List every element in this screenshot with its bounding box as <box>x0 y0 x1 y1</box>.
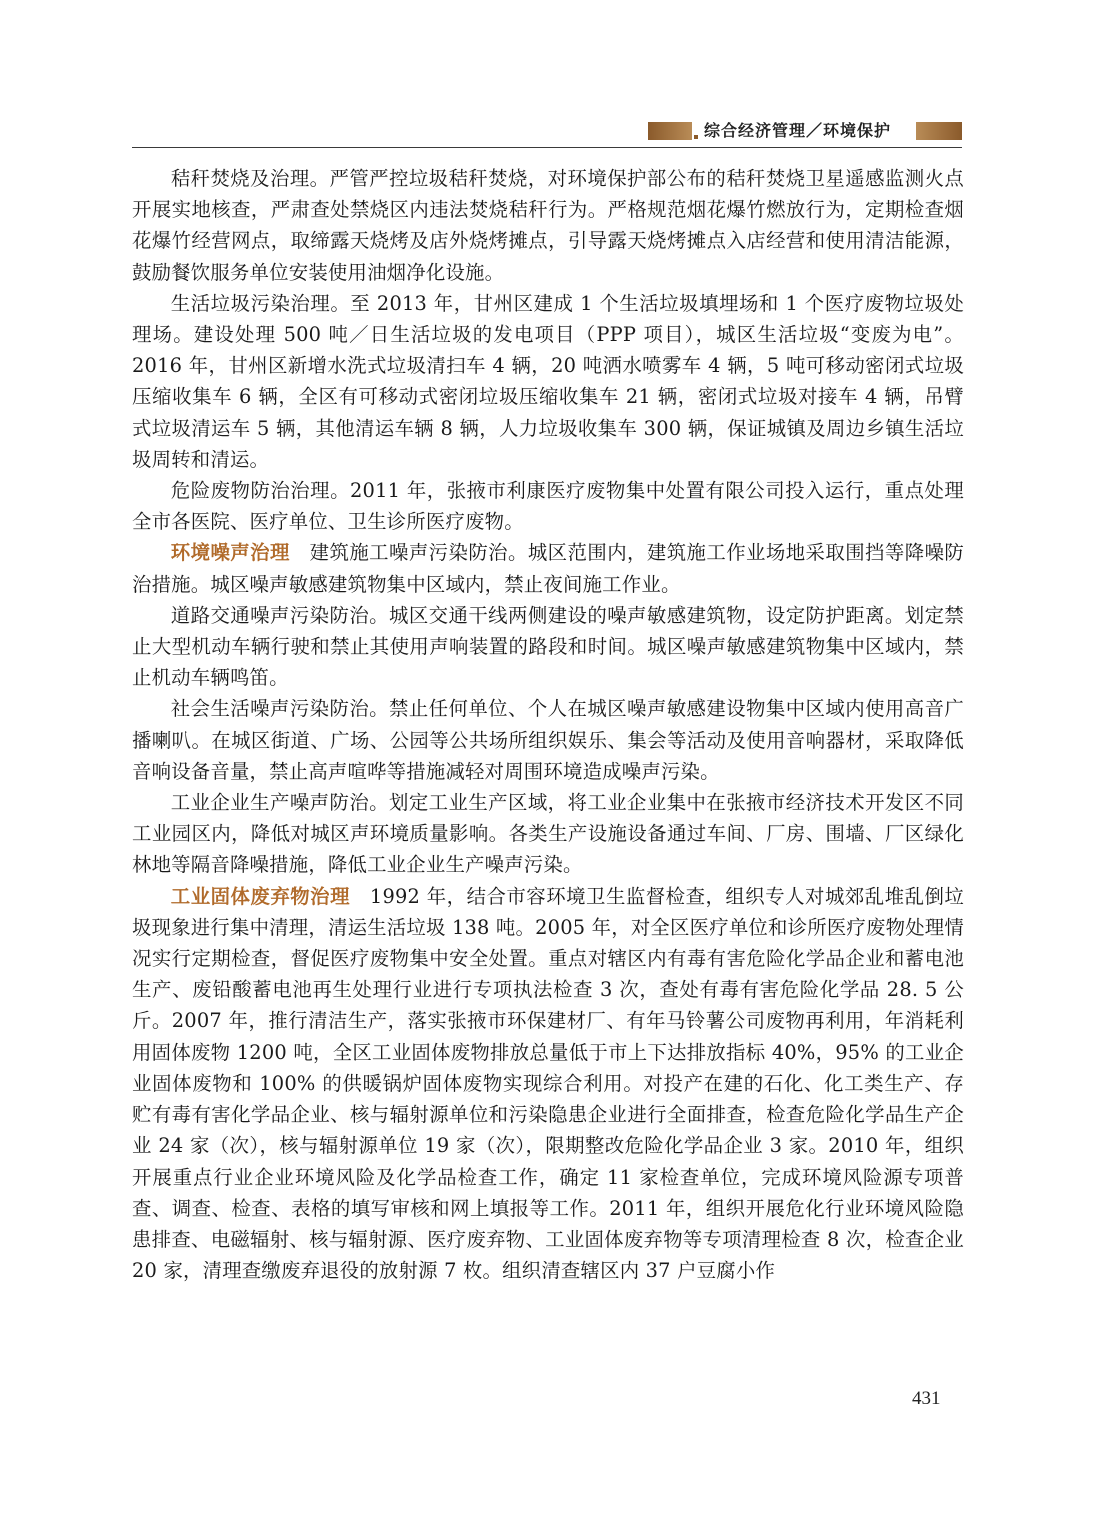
paragraph-text: 危险废物防治治理。2011 年，张掖市利康医疗废物集中处置有限公司投入运行，重点处理全市各医院、医疗单位、卫生诊所医疗废物。 <box>132 479 964 534</box>
running-header <box>132 118 962 148</box>
paragraph-text: 工业企业生产噪声防治。划定工业生产区域，将工业企业集中在张掖市经济技术开发区不同工业园区内，降低对城区声环境质量影响。各类生产设施设备通过车间、厂房、围墙、厂区绿化林地等隔音降噪措施，降低工业企业生产噪声污染。 <box>132 791 964 877</box>
paragraph <box>132 288 964 475</box>
paragraph-text: 生活垃圾污染治理。至 2013 年，甘州区建成 1 个生活垃圾填埋场和 1 个医疗废物垃圾处理场。建设处理 500 吨／日生活垃圾的发电项目（PPP 项目），城区生活垃圾“变废为电”。2016 年，甘州区新增水洗式垃圾清扫车 4 辆，20 吨洒水喷雾车 4 辆，5 吨可移动密闭式垃圾压缩收集车 6 辆，全区有可移动式密闭垃圾压缩收集车 21 辆，密闭式垃圾对接车 4 辆，吊臂式垃圾清运车 5 辆，其他清运车辆 8 辆，人力垃圾收集车 300 辆，保证城镇及周边乡镇生活垃圾周转和清运。 <box>132 291 964 471</box>
header-decor-bar-right <box>916 122 962 140</box>
paragraph <box>132 163 964 288</box>
body-text <box>132 163 964 1286</box>
paragraph <box>132 537 964 599</box>
paragraph <box>132 693 964 787</box>
section-title: 综合经济管理／环境保护 <box>704 121 892 140</box>
paragraph <box>132 787 964 881</box>
header-decor-bar-left <box>648 122 692 140</box>
page-number: 431 <box>912 1388 941 1409</box>
paragraph <box>132 600 964 694</box>
section-heading-noise: 环境噪声治理 <box>170 541 290 565</box>
paragraph-text: 1992 年，结合市容环境卫生监督检查，组织专人对城郊乱堆乱倒垃圾现象进行集中清理，清运生活垃圾 138 吨。2005 年，对全区医疗单位和诊所医疗废物处理情况实行定期检查，督促医疗废物集中安全处置。重点对辖区内有毒有害危险化学品企业和蓄电池生产、废铅酸蓄电池再生处理行业进行专项执法检查 3 次，查处有毒有害危险化学品 28. 5 公斤。2007 年，推行清洁生产，落实张掖市环保建材厂、有年马铃薯公司废物再利用，年消耗利用固体废物 1200 吨，全区工业固体废物排放总量低于市上下达排放指标 40%，95% 的工业企业固体废物和 100% 的供暖锅炉固体废物实现综合利用。对投产在建的石化、化工类生产、存贮有毒有害化学品企业、核与辐射源单位和污染隐患企业进行全面排查，检查危险化学品生产企业 24 家（次），核与辐射源单位 19 家（次），限期整改危险化学品企业 3 家。2010 年，组织开展重点行业企业环境风险及化学品检查工作，确定 11 家检查单位，完成环境风险源专项普查、调查、检查、表格的填写审核和网上填报等工作。2011 年，组织开展危化行业环境风险隐患排查、电磁辐射、核与辐射源、医疗废弃物、工业固体废弃物等专项清理检查 8 次，检查企业 20 家，清理查缴废弃退役的放射源 7 枚。组织清查辖区内 37 户豆腐小作 <box>132 884 964 1283</box>
paragraph-text: 建筑施工噪声污染防治。城区范围内，建筑施工作业场地采取围挡等降噪防治措施。城区噪声敏感建筑物集中区域内，禁止夜间施工作业。 <box>132 541 964 596</box>
paragraph <box>132 881 964 1287</box>
paragraph <box>132 475 964 537</box>
header-rule <box>132 147 962 149</box>
header-decor-tick <box>694 135 698 139</box>
paragraph-text: 秸秆焚烧及治理。严管严控垃圾秸秆焚烧，对环境保护部公布的秸秆焚烧卫星遥感监测火点开展实地核查，严肃查处禁烧区内违法焚烧秸秆行为。严格规范烟花爆竹燃放行为，定期检查烟花爆竹经营网点，取缔露天烧烤及店外烧烤摊点，引导露天烧烤摊点入店经营和使用清洁能源，鼓励餐饮服务单位安装使用油烟净化设施。 <box>132 167 964 284</box>
paragraph-text: 社会生活噪声污染防治。禁止任何单位、个人在城区噪声敏感建设物集中区域内使用高音广播喇叭。在城区街道、广场、公园等公共场所组织娱乐、集会等活动及使用音响器材，采取降低音响设备音量，禁止高声喧哗等措施减轻对周围环境造成噪声污染。 <box>132 697 964 783</box>
section-heading-solid-waste: 工业固体废弃物治理 <box>170 884 350 908</box>
paragraph-text: 道路交通噪声污染防治。城区交通干线两侧建设的噪声敏感建筑物，设定防护距离。划定禁止大型机动车辆行驶和禁止其使用声响装置的路段和时间。城区噪声敏感建筑物集中区域内，禁止机动车辆鸣笛。 <box>132 603 964 690</box>
